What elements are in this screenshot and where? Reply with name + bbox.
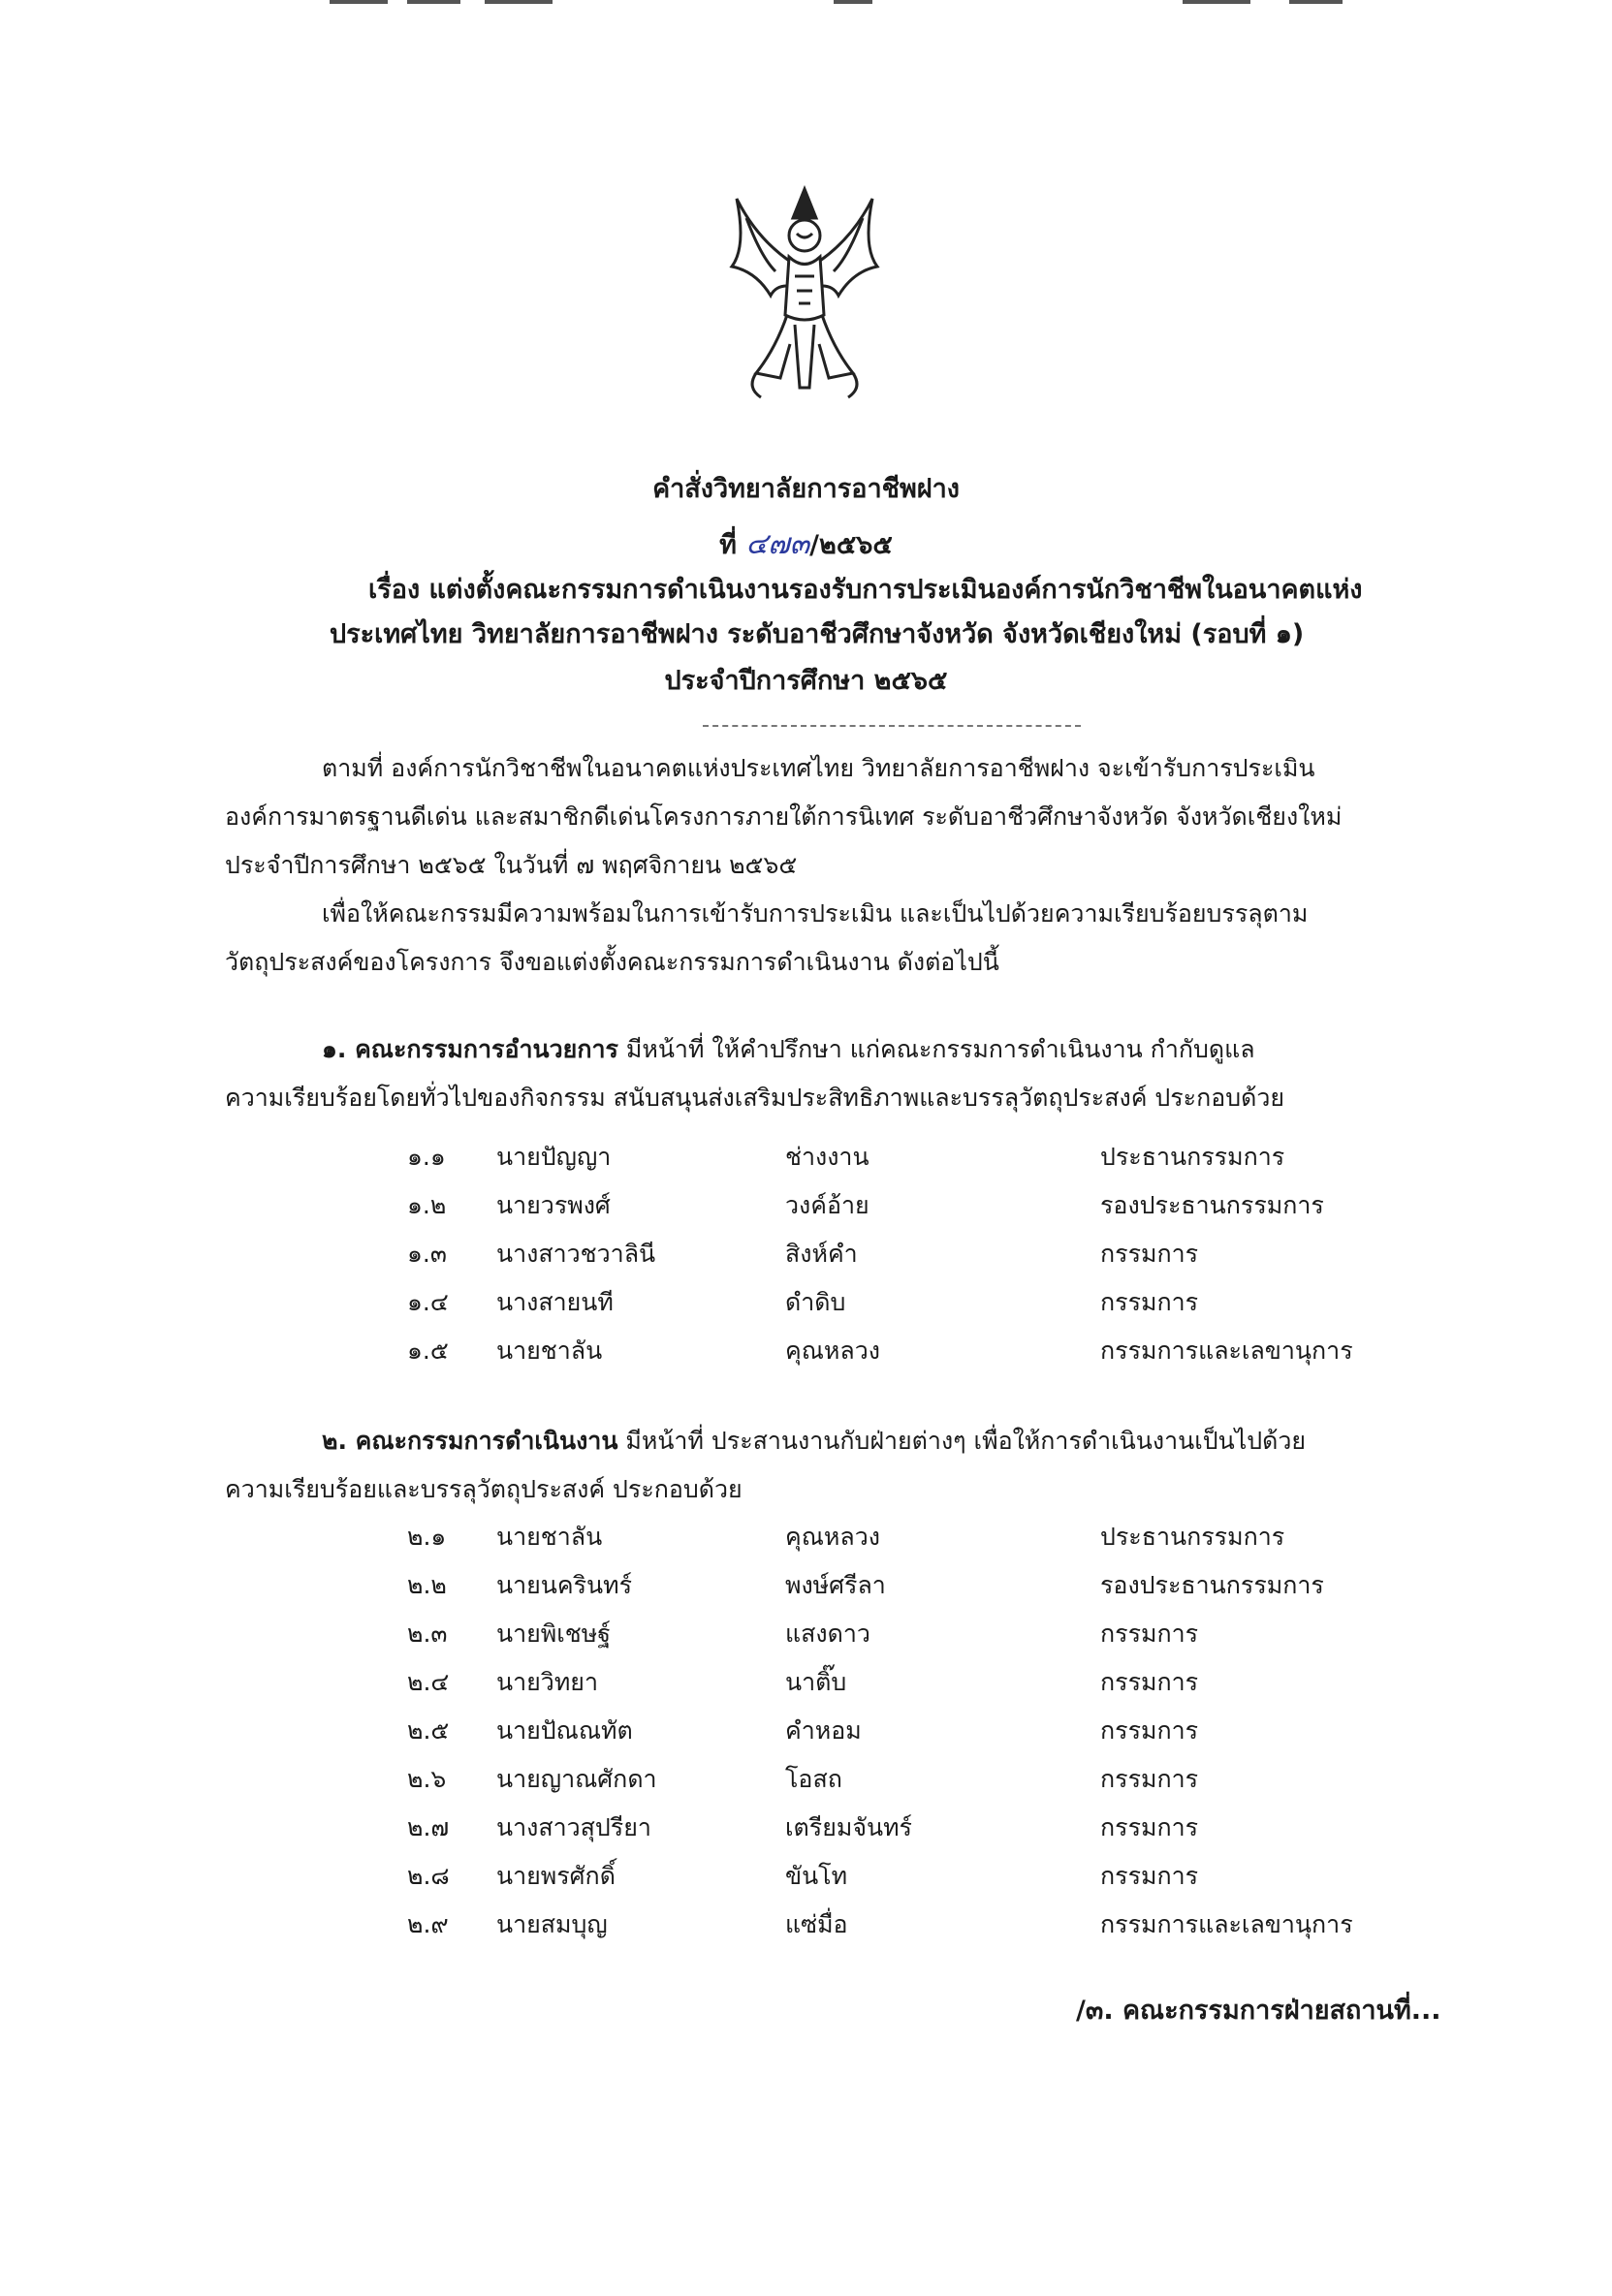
paragraph-intro bbox=[225, 744, 1456, 987]
member-role: ประธานกรรมการ bbox=[1100, 1523, 1285, 1551]
member-last-name: สิงห์คำ bbox=[785, 1240, 858, 1268]
member-number: ๒.๒ bbox=[407, 1571, 447, 1599]
member-number: ๒.๑ bbox=[407, 1523, 447, 1551]
member-last-name: พงษ์ศรีลา bbox=[785, 1571, 886, 1599]
member-last-name: วงค์อ้าย bbox=[785, 1191, 869, 1219]
member-first-name: นายนครินทร์ bbox=[496, 1571, 633, 1599]
subject-line-2: ประเทศไทย วิทยาลัยการอาชีพฝาง ระดับอาชีวศึกษาจังหวัด จังหวัดเชียงใหม่ (รอบที่ ๑) bbox=[330, 619, 1305, 649]
member-role: กรรมการและเลขานุการ bbox=[1100, 1910, 1353, 1938]
member-number: ๒.๕ bbox=[407, 1716, 450, 1745]
member-last-name: คุณหลวง bbox=[785, 1337, 880, 1365]
member-role: กรรมการ bbox=[1100, 1668, 1199, 1696]
member-last-name: ช่างงาน bbox=[785, 1143, 869, 1171]
member-number: ๑.๕ bbox=[407, 1337, 449, 1365]
member-role: กรรมการ bbox=[1100, 1620, 1199, 1648]
member-first-name: นายวิทยา bbox=[496, 1668, 598, 1696]
member-last-name: แซ่มื่อ bbox=[785, 1910, 848, 1938]
member-last-name: โอสถ bbox=[785, 1765, 842, 1793]
member-number: ๒.๗ bbox=[407, 1813, 450, 1841]
member-last-name: คำหอม bbox=[785, 1716, 862, 1745]
continuation-note: /๓. คณะกรรมการฝ่ายสถานที่... bbox=[1076, 1996, 1441, 2026]
member-last-name: คุณหลวง bbox=[785, 1523, 880, 1551]
committee-heading bbox=[225, 1417, 1456, 1465]
paragraph-line: องค์การมาตรฐานดีเด่น และสมาชิกดีเด่นโครงการภายใต้การนิเทศ ระดับอาชีวศึกษาจังหวัด จังหวัดเชียงใหม่ bbox=[225, 802, 1343, 831]
member-role: กรรมการ bbox=[1100, 1813, 1199, 1841]
paragraph-line: ตามที่ องค์การนักวิชาชีพในอนาคตแห่งประเทศไทย วิทยาลัยการอาชีพฝาง จะเข้ารับการประเมิน bbox=[322, 754, 1315, 782]
committee-duty-line: ความเรียบร้อยโดยทั่วไปของกิจกรรม สนับสนุนส่งเสริมประสิทธิภาพและบรรลุวัตถุประสงค์ ประกอบด้วย bbox=[225, 1084, 1285, 1112]
member-last-name: เตรียมจันทร์ bbox=[785, 1813, 912, 1841]
member-last-name: แสงดาว bbox=[785, 1620, 870, 1648]
member-first-name: นางสาวสุปรียา bbox=[496, 1813, 651, 1841]
member-number: ๒.๙ bbox=[407, 1910, 449, 1938]
scan-edge-marks bbox=[330, 0, 1396, 6]
member-number: ๒.๓ bbox=[407, 1620, 448, 1648]
paragraph-line: ประจำปีการศึกษา ๒๕๖๕ ในวันที่ ๗ พฤศจิกายน ๒๕๖๕ bbox=[225, 851, 798, 879]
member-first-name: นายญาณศักดา bbox=[496, 1765, 657, 1793]
committee-duty: มีหน้าที่ ประสานงานกับฝ่ายต่างๆ เพื่อให้การดำเนินงานเป็นไปด้วย bbox=[617, 1427, 1307, 1455]
committee-name: ๒. คณะกรรมการดำเนินงาน bbox=[322, 1427, 618, 1455]
paragraph-line: วัตถุประสงค์ของโครงการ จึงขอแต่งตั้งคณะกรรมการดำเนินงาน ดังต่อไปนี้ bbox=[225, 948, 999, 976]
member-last-name: ขันโท bbox=[785, 1862, 848, 1890]
member-first-name: นายสมบุญ bbox=[496, 1910, 608, 1938]
member-number: ๒.๖ bbox=[407, 1765, 447, 1793]
subject-line-1: เรื่อง แต่งตั้งคณะกรรมการดำเนินงานรองรับการประเมินองค์การนักวิชาชีพในอนาคตแห่ง bbox=[368, 575, 1363, 605]
member-number: ๑.๑ bbox=[407, 1143, 446, 1171]
order-number-year: /๒๕๖๕ bbox=[809, 530, 893, 560]
committee-name: ๑. คณะกรรมการอำนวยการ bbox=[322, 1035, 618, 1063]
member-first-name: นางสายนที bbox=[496, 1288, 614, 1316]
member-number: ๑.๒ bbox=[407, 1191, 447, 1219]
member-first-name: นายปัณณทัต bbox=[496, 1716, 633, 1745]
member-first-name: นายชาลัน bbox=[496, 1523, 603, 1551]
member-role: รองประธานกรรมการ bbox=[1100, 1191, 1324, 1219]
member-role: ประธานกรรมการ bbox=[1100, 1143, 1285, 1171]
header-divider bbox=[703, 725, 1081, 727]
member-role: กรรมการและเลขานุการ bbox=[1100, 1337, 1353, 1365]
member-role: กรรมการ bbox=[1100, 1862, 1199, 1890]
member-number: ๒.๔ bbox=[407, 1668, 450, 1696]
member-role: กรรมการ bbox=[1100, 1240, 1199, 1268]
member-first-name: นายชาลัน bbox=[496, 1337, 603, 1365]
member-number: ๑.๓ bbox=[407, 1240, 447, 1268]
member-first-name: นายพรศักดิ์ bbox=[496, 1862, 616, 1890]
member-last-name: นาติ๊บ bbox=[785, 1668, 847, 1696]
member-first-name: นายวรพงศ์ bbox=[496, 1191, 611, 1219]
committee-1-description bbox=[225, 1025, 1456, 1122]
member-role: กรรมการ bbox=[1100, 1288, 1199, 1316]
committee-heading bbox=[225, 1025, 1456, 1074]
committee-2-description bbox=[225, 1417, 1456, 1514]
member-number: ๒.๘ bbox=[407, 1862, 450, 1890]
handwritten-number: ๔๗๓ bbox=[745, 527, 810, 561]
committee-duty: มีหน้าที่ ให้คำปรึกษา แก่คณะกรรมการดำเนินงาน กำกับดูแล bbox=[617, 1035, 1255, 1063]
member-last-name: ดำดิบ bbox=[785, 1288, 846, 1316]
member-first-name: นายพิเชษฐ์ bbox=[496, 1620, 612, 1648]
member-role: รองประธานกรรมการ bbox=[1100, 1571, 1324, 1599]
committee-duty-line: ความเรียบร้อยและบรรลุวัตถุประสงค์ ประกอบด้วย bbox=[225, 1475, 743, 1503]
member-first-name: นายปัญญา bbox=[496, 1143, 612, 1171]
member-number: ๑.๔ bbox=[407, 1288, 449, 1316]
member-first-name: นางสาวชวาลินี bbox=[496, 1240, 656, 1268]
member-role: กรรมการ bbox=[1100, 1716, 1199, 1745]
order-number bbox=[0, 521, 1612, 567]
subject-line-3: ประจำปีการศึกษา ๒๕๖๕ bbox=[664, 666, 948, 696]
order-number-prefix: ที่ bbox=[719, 530, 746, 560]
garuda-emblem-icon bbox=[717, 179, 892, 412]
paragraph-line: เพื่อให้คณะกรรมมีความพร้อมในการเข้ารับการประเมิน และเป็นไปด้วยความเรียบร้อยบรรลุตาม bbox=[322, 899, 1309, 928]
member-role: กรรมการ bbox=[1100, 1765, 1199, 1793]
order-title: คำสั่งวิทยาลัยการอาชีพฝาง bbox=[652, 474, 960, 504]
